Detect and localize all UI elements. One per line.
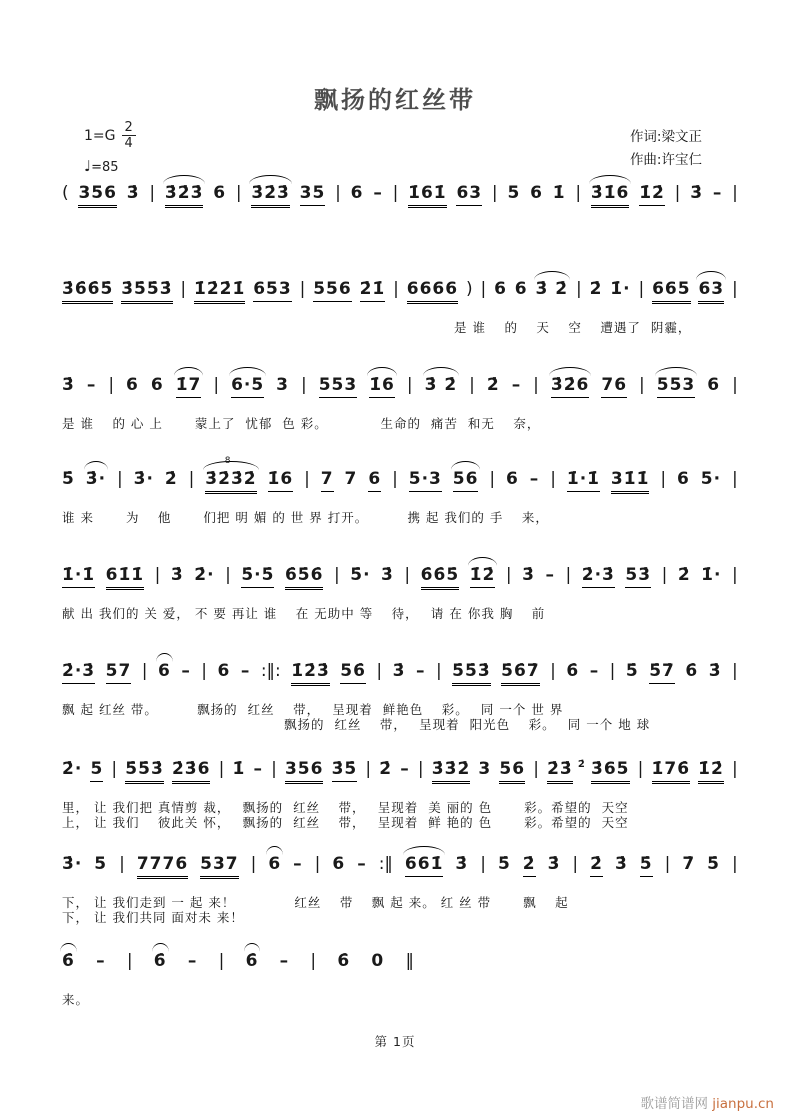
note-group: 0	[371, 951, 385, 971]
note-group: 1̇·1̇	[567, 470, 600, 492]
notation-line-7	[62, 748, 738, 790]
note-group: 5̇	[707, 854, 721, 874]
note-group: 6̇	[245, 951, 259, 971]
barline: |	[732, 183, 738, 203]
note-group: 3̇	[62, 375, 75, 395]
barline: |	[674, 183, 681, 203]
barline: |	[404, 565, 411, 585]
barline: |	[505, 565, 512, 585]
note-group: 2̇	[379, 759, 393, 779]
note-group: –	[589, 661, 600, 681]
lyrics-line: 来。	[62, 992, 90, 1007]
note-group: 6	[368, 470, 381, 492]
barline: |	[417, 759, 424, 779]
barline: |	[393, 279, 399, 299]
note-group: 57	[106, 662, 132, 684]
note-group: 3̇2̇3̇	[165, 184, 204, 208]
barline: |	[469, 375, 475, 395]
lyrics-line-verse-1: 下， 让 我们走到 一 起 来！ 红丝 带 飘 起 来。 红 丝 带 飘 起	[62, 895, 569, 910]
barline: |	[533, 375, 539, 395]
note-group: 5̇·5̇	[241, 566, 274, 588]
score-system-4	[62, 458, 738, 526]
composer-credit: 作曲:许宝仁	[629, 151, 702, 168]
note-group: 3̇5̇	[332, 760, 358, 782]
barline: |	[235, 183, 242, 203]
score-system-2	[62, 268, 738, 336]
note-group: 7̇	[682, 854, 696, 874]
note-group: 3	[276, 375, 290, 395]
watermark-site-name: 歌谱简谱网	[640, 1096, 708, 1112]
barline: |	[550, 661, 556, 681]
note-group: 53̇	[625, 566, 651, 588]
note-group: 3̇2̇3̇2̇ 8	[205, 470, 256, 494]
note-group: 356	[78, 184, 117, 208]
note-group: 5·	[700, 469, 722, 489]
note-group: –	[253, 759, 263, 779]
score-system-9	[62, 940, 738, 1008]
note-group: 2̇	[590, 855, 603, 877]
note-group: 1̇7	[176, 376, 202, 398]
note-group: 2̇	[677, 565, 691, 585]
score-system-3	[62, 364, 738, 432]
note-group: 5·3	[409, 470, 442, 492]
note-group: –	[415, 661, 426, 681]
barline: |	[188, 469, 195, 489]
note-group: 3̇·	[133, 469, 154, 489]
note-group: 2̇·	[194, 565, 215, 585]
time-signature-numerator: 2	[122, 120, 136, 136]
barline: |	[392, 183, 399, 203]
barline: |	[250, 854, 257, 874]
score-system-8	[62, 843, 738, 925]
barline: |	[731, 469, 738, 489]
barline: |	[435, 661, 442, 681]
barline: |	[310, 951, 317, 971]
barline: |	[333, 565, 340, 585]
note-group: 1̇2̇2̇1̇	[194, 280, 245, 304]
key-signature: 1=G	[84, 127, 116, 144]
barline: |	[213, 375, 220, 395]
barline: |	[218, 951, 225, 971]
note-group: 76	[601, 376, 627, 398]
barline: |	[732, 375, 738, 395]
note-group: 7776	[137, 855, 188, 879]
note-group: 6	[677, 469, 690, 489]
note-group: 3̇ 2̇	[424, 375, 458, 395]
note-group: 1̇6	[268, 470, 294, 492]
note-group: 3̇·	[85, 469, 107, 489]
barline: |	[661, 565, 668, 585]
note-group: –	[96, 951, 106, 971]
note-group: 3̇	[614, 854, 628, 874]
note-group: 6̇6̇5̇	[421, 566, 460, 590]
note-group: 7	[344, 469, 358, 489]
barline: |	[489, 469, 496, 489]
note-group: 6̇	[566, 661, 580, 681]
song-title: 飘扬的红丝带	[314, 86, 476, 114]
barline: |	[154, 565, 161, 585]
barline: |	[392, 469, 398, 489]
barline: |	[141, 661, 148, 681]
barline: |	[731, 759, 738, 779]
note-group: 5̇	[625, 661, 639, 681]
lyrics-line: 谁 来 为 他 们把 明 媚 的 世 界 打开。 携 起 我们的 手 来，	[62, 510, 549, 525]
barline: |	[637, 759, 644, 779]
note-group: –	[712, 183, 723, 203]
site-watermark	[640, 1092, 774, 1112]
barline: |	[365, 759, 372, 779]
note-group: 6	[126, 375, 139, 395]
barline: |	[149, 183, 156, 203]
note-group: –	[181, 661, 191, 681]
note-group: –	[529, 469, 540, 489]
barline: |	[572, 854, 579, 874]
note-group: –	[187, 951, 198, 971]
note-group: 5	[90, 760, 103, 782]
note-group: 5̇5̇3̇	[452, 662, 491, 686]
note-group: 2̇	[523, 855, 536, 877]
note-group: 1̇·1̇	[62, 566, 95, 588]
barline: :‖:	[260, 661, 281, 681]
note-group: 3̇3̇2̇	[432, 760, 471, 784]
barline: |	[111, 759, 118, 779]
note-group: 5	[94, 854, 108, 874]
barline: :‖	[378, 854, 393, 874]
note-group: 6̇5̇6̇	[285, 566, 324, 590]
note-group: 5	[507, 183, 521, 203]
notation-line-2	[62, 268, 738, 310]
time-signature	[122, 120, 136, 151]
note-group: 6	[350, 183, 364, 203]
notation-line-9	[62, 940, 414, 982]
note-group: 3̇	[381, 565, 394, 585]
barline: |	[108, 375, 115, 395]
barline: |	[638, 279, 645, 299]
note-group: 56	[453, 470, 479, 492]
barline: (	[62, 183, 69, 203]
notation-line-5	[62, 554, 738, 596]
score-system-5	[62, 554, 738, 622]
barline: |	[731, 279, 738, 299]
note-group: 3̇2̇6	[551, 376, 590, 398]
note-group: 3̇6̇6̇5̇	[62, 280, 113, 304]
note-group: 3̇	[392, 661, 406, 681]
note-group: 35	[300, 184, 326, 206]
note-group: 2̇·	[62, 759, 83, 779]
barline: |	[565, 565, 572, 585]
note-group: 3̇	[522, 565, 535, 585]
note-group: 1̇	[552, 183, 566, 203]
lyrics-line-verse-1: 飘 起 红丝 带。 飘扬的 红丝 带， 呈现着 鲜艳色 彩。 同 一个 世 界	[62, 702, 564, 717]
page-number: 第 1页	[374, 1034, 416, 1049]
barline: |	[335, 183, 341, 203]
note-group: –	[293, 854, 303, 874]
note-group: 5̇5̇3̇	[125, 760, 164, 784]
note-group: –	[279, 951, 290, 971]
barline: |	[225, 565, 231, 585]
note-group: 3̇	[690, 183, 704, 203]
note-group: 1̇2̇	[698, 760, 724, 784]
note-group: 6	[268, 854, 282, 874]
barline: |	[639, 375, 645, 395]
note-group: 56̇	[340, 662, 366, 684]
note-group: 3	[478, 759, 492, 779]
notation-line-6	[62, 650, 738, 692]
barline: |	[609, 661, 616, 681]
note-group: 1̇·	[701, 565, 722, 585]
note-group: 3̇ 2̇	[535, 279, 569, 299]
barline: |	[731, 565, 738, 585]
note-group: 6·5	[231, 376, 264, 398]
note-group: 1̇2̇	[639, 184, 665, 206]
note-group: 3̇65	[591, 760, 630, 784]
score-system-6	[62, 650, 738, 732]
note-group: 6	[514, 279, 528, 299]
lyrics-line-verse-2: 下， 让 我们共同 面对未 来！	[62, 909, 244, 925]
note-group: 553	[657, 376, 696, 398]
note-group: 1̇	[232, 759, 246, 779]
note-group: 3̇·	[62, 854, 83, 874]
barline: |	[126, 951, 133, 971]
note-group: 6̇	[685, 661, 699, 681]
note-group: 6	[332, 854, 346, 874]
barline: |	[480, 854, 486, 874]
note-group: 1̇6	[369, 376, 395, 398]
barline: |	[550, 469, 556, 489]
barline: |	[201, 661, 208, 681]
barline: |	[480, 279, 487, 299]
barline: |	[660, 469, 667, 489]
notation-line-3	[62, 364, 738, 406]
note-group: 6	[494, 279, 507, 299]
note-group: 6	[530, 183, 543, 203]
lyrics-line-verse-2: 上， 让 我们 彼此关 怀， 飘扬的 红丝 带， 呈现着 鲜 艳的 色 彩。希望的 天空	[62, 814, 629, 830]
note-group: 63	[698, 280, 724, 304]
note-group: 537	[200, 855, 239, 879]
barline: |	[218, 759, 225, 779]
note-group: 3̇2̇3̇	[251, 184, 290, 208]
note-group: 2̇1̇	[360, 280, 386, 302]
note-group: –	[357, 854, 367, 874]
note-group: 3̇5̇5̇3̇	[121, 280, 172, 304]
barline: |	[271, 759, 277, 779]
note-group: 1̇2̇3̇	[291, 662, 330, 686]
note-group: 553	[319, 376, 358, 398]
score-system-1	[62, 172, 738, 214]
barline: |	[732, 661, 738, 681]
note-group: –	[511, 375, 522, 395]
note-group: 6	[150, 375, 164, 395]
note-group: 3̇	[455, 854, 469, 874]
note-group: 556	[313, 280, 352, 302]
barline: |	[664, 854, 671, 874]
note-group: 6	[506, 469, 519, 489]
barline: |	[314, 854, 321, 874]
barline: |	[299, 279, 306, 299]
note-group: 5̇	[62, 469, 75, 489]
note-group: 63	[456, 184, 482, 206]
note-group: 1̇·	[610, 279, 631, 299]
lyrics-line: 是 谁 的 心 上 蒙上了 忧郁 色 彩。 生命的 痛苦 和无 奈，	[62, 416, 541, 431]
barline: ‖	[405, 951, 414, 971]
note-group: 6666	[407, 280, 458, 304]
note-group: 6	[217, 661, 231, 681]
note-group: 6	[157, 661, 171, 681]
barline: |	[575, 279, 582, 299]
lyrics-line-verse-1: 里， 让 我们把 真情剪 裁， 飘扬的 红丝 带， 呈现着 美 丽的 色 彩。希望的 天空	[62, 800, 629, 815]
note-group: 3̇	[708, 661, 722, 681]
note-group: 1̇2̇	[470, 566, 496, 588]
credits-block	[630, 126, 702, 172]
notation-line-4	[62, 458, 738, 500]
note-group: 61̇1̇	[106, 566, 145, 590]
note-group: 2̇	[577, 759, 586, 770]
note-group: 2̇	[486, 375, 500, 395]
barline: |	[304, 469, 310, 489]
note-group: 3̇	[126, 183, 140, 203]
barline: |	[491, 183, 498, 203]
note-group: 3̇	[547, 854, 561, 874]
notation-line-1	[62, 172, 738, 214]
note-group: 7	[321, 470, 334, 492]
note-group: 2̇	[164, 469, 178, 489]
note-group: 6̇	[62, 951, 75, 971]
ornament-mark: 8	[224, 456, 232, 466]
barline: |	[575, 183, 582, 203]
note-group: 665	[652, 280, 691, 304]
note-group: 6	[707, 375, 721, 395]
barline: |	[533, 759, 539, 779]
tempo-value: =85	[91, 160, 119, 175]
note-group: 356	[285, 760, 324, 784]
note-group: –	[545, 565, 555, 585]
score-system-7	[62, 748, 738, 830]
barline: |	[116, 469, 123, 489]
note-group: 6	[213, 183, 227, 203]
note-group: 2̇3̇6	[172, 760, 211, 784]
quarter-note-icon: ♩	[84, 157, 92, 175]
time-signature-denominator: 4	[124, 136, 133, 151]
note-group: 5̇·	[350, 565, 371, 585]
note-group: 1̇76̇	[652, 760, 691, 784]
barline: |	[119, 854, 125, 874]
note-group: 1̇61̇	[408, 184, 447, 208]
note-group: 3̇	[170, 565, 184, 585]
note-group: –	[400, 759, 410, 779]
watermark-site-url: jianpu.cn	[712, 1096, 774, 1112]
note-group: 56	[499, 760, 525, 784]
note-group: 653	[253, 280, 292, 302]
note-group: 5̇6̇7̇	[501, 662, 540, 686]
note-group: 5̇	[640, 855, 653, 877]
notation-line-8	[62, 843, 738, 885]
lyrics-line: 是 谁 的 天 空 遭遇了 阴霾，	[454, 320, 692, 335]
note-group: 2̇3̇	[547, 760, 573, 784]
note-group: 2̇·3̇	[582, 566, 615, 588]
note-group: 31̇1̇	[611, 470, 650, 494]
note-group: 2̇·3̇	[62, 662, 95, 684]
note-group: 5̇7̇	[649, 662, 675, 684]
barline: |	[376, 661, 383, 681]
barline: |	[406, 375, 413, 395]
lyrics-line-verse-2: 飘扬的 红丝 带， 呈现着 阳光色 彩。 同 一个 地 球	[284, 716, 651, 732]
note-group: 6̇	[337, 951, 351, 971]
lyricist-credit: 作词:梁文正	[629, 129, 702, 145]
note-group: 2̇	[589, 279, 603, 299]
note-group: 3̇1̇6	[591, 184, 630, 208]
barline: |	[301, 375, 307, 395]
note-group: –	[240, 661, 251, 681]
note-group: 6̇	[153, 951, 167, 971]
note-group: 5̇	[497, 854, 511, 874]
note-group: 661̇	[405, 855, 444, 877]
barline: |	[732, 854, 738, 874]
barline: |	[180, 279, 187, 299]
barline: )	[465, 279, 473, 299]
key-signature-block	[84, 120, 136, 175]
note-group: –	[86, 375, 97, 395]
lyrics-line: 献 出 我们的 关 爱， 不 要 再让 谁 在 无助中 等 待， 请 在 你我 胸 前	[62, 606, 546, 621]
note-group: –	[373, 183, 383, 203]
